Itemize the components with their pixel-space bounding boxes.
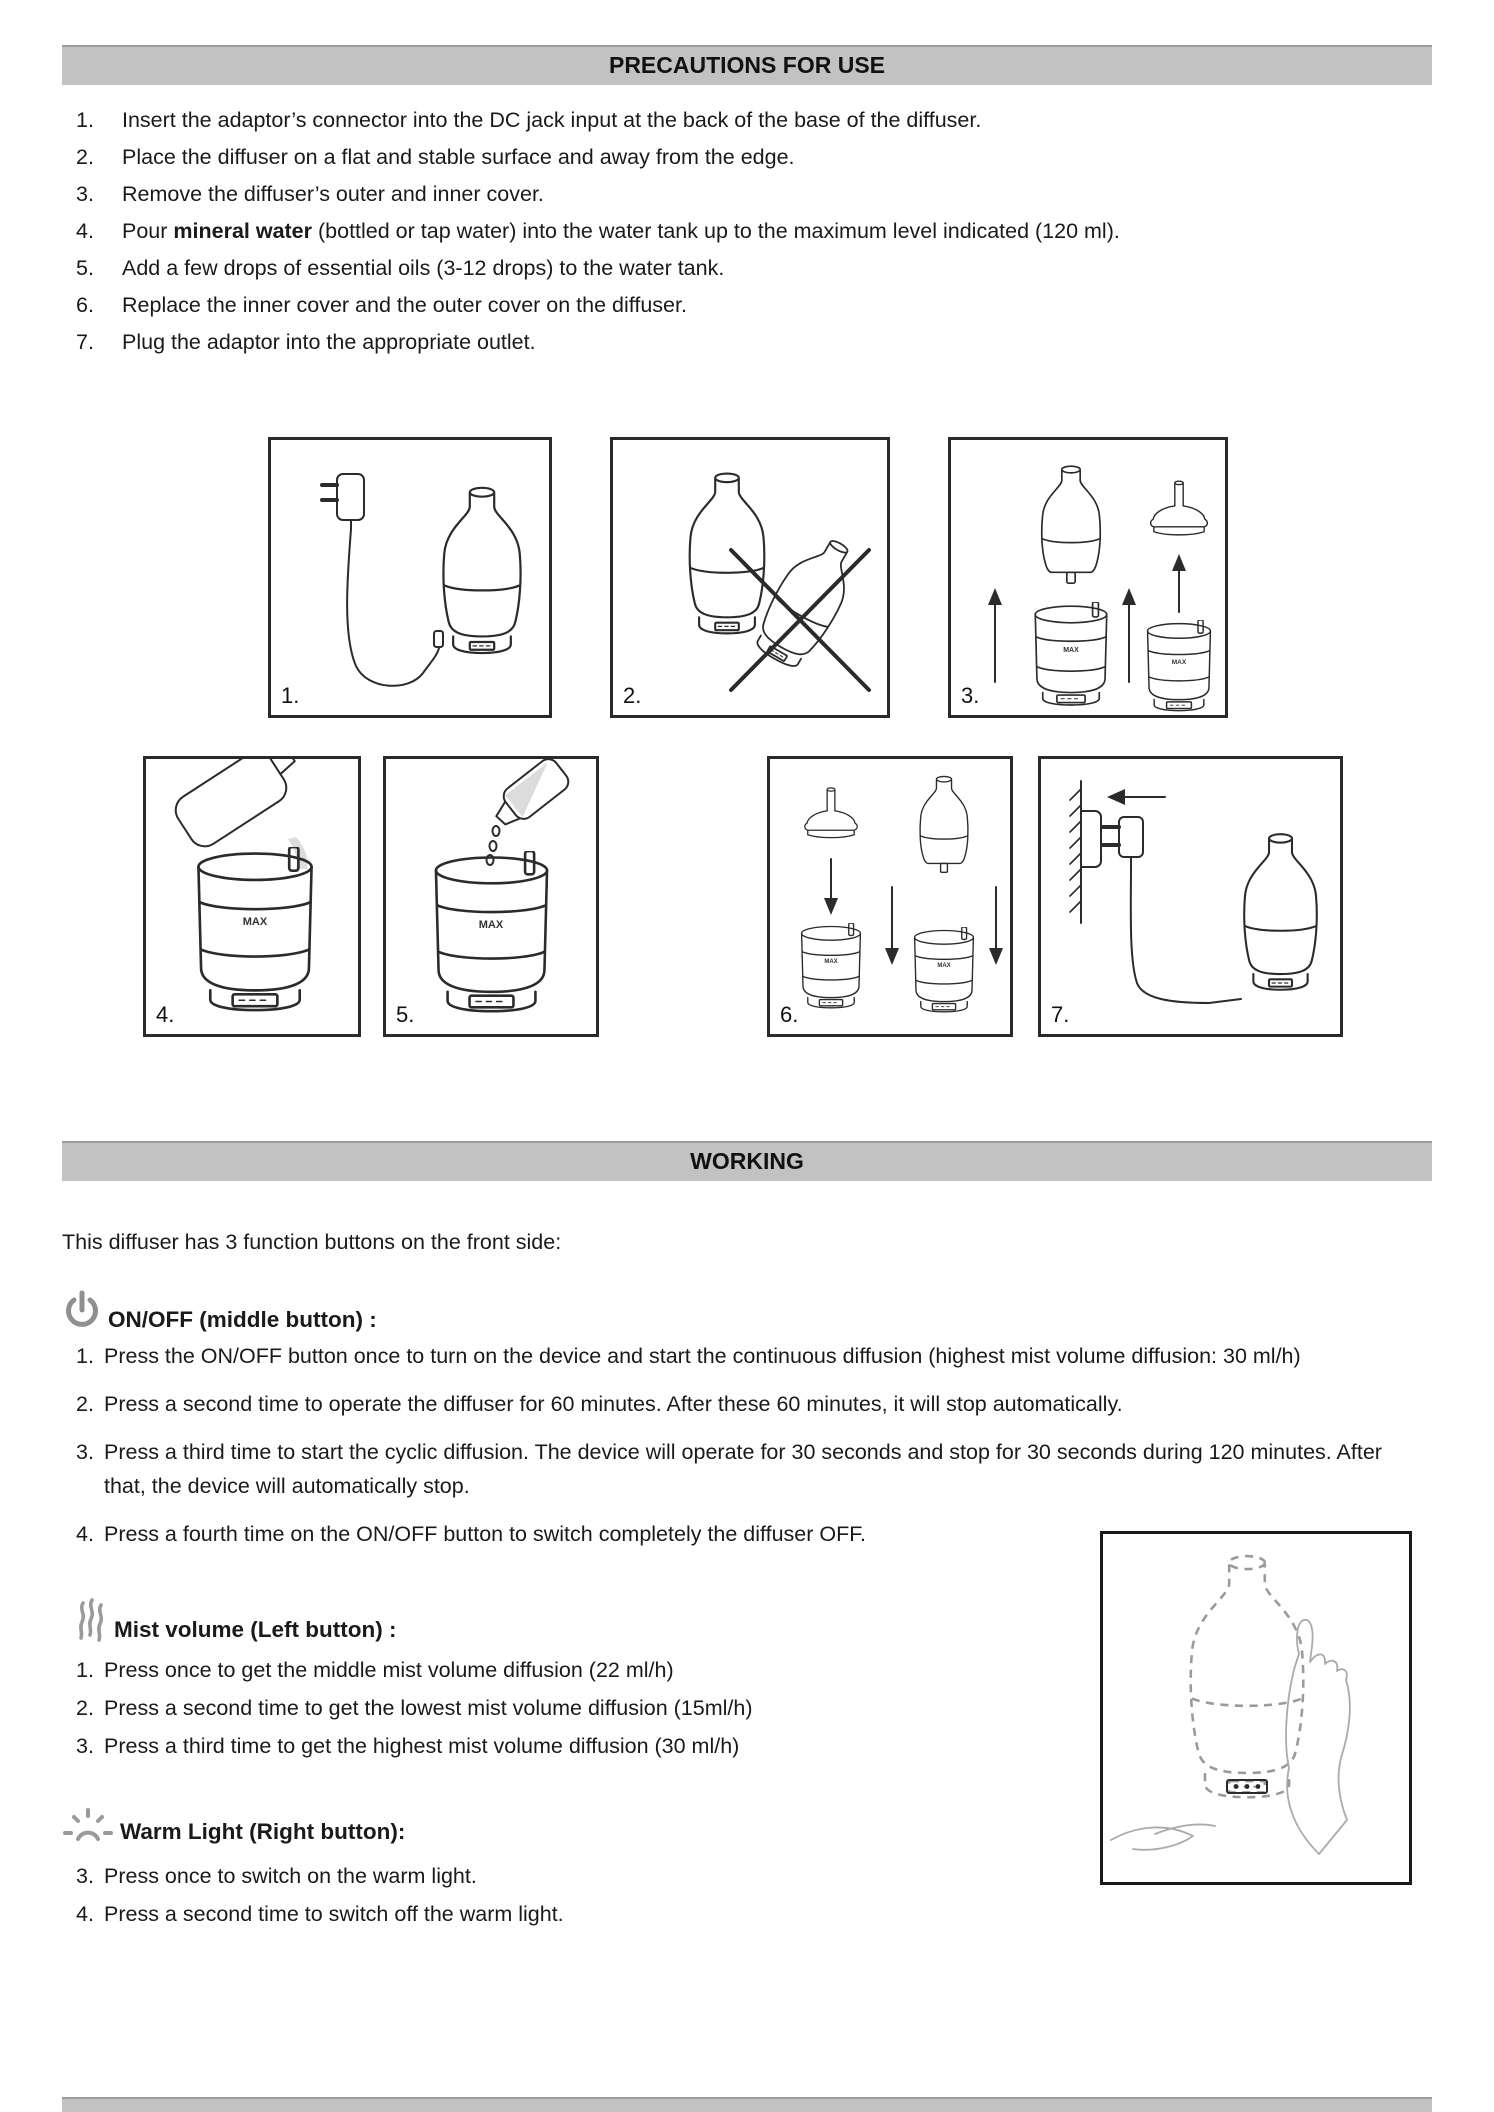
precautions-section-header bbox=[62, 45, 1432, 85]
list-item bbox=[62, 324, 1432, 361]
figure-row-1 bbox=[62, 437, 1432, 718]
list-number: 3. bbox=[76, 1864, 94, 1888]
working-section-header bbox=[62, 1141, 1432, 1181]
list-item bbox=[62, 1435, 1432, 1503]
onoff-list bbox=[62, 1339, 1432, 1551]
figure-panel-1 bbox=[268, 437, 552, 718]
list-text: Press a fourth time on the ON/OFF button to switch completely the diffuser OFF. bbox=[104, 1522, 866, 1546]
list-text: Place the diffuser on a flat and stable surface and away from the edge. bbox=[122, 145, 795, 169]
list-number: 4. bbox=[76, 1902, 94, 1926]
list-number: 6. bbox=[76, 293, 94, 317]
list-number: 3. bbox=[76, 1734, 94, 1758]
precautions-list bbox=[62, 102, 1432, 361]
list-text: Press a second time to get the lowest mist volume diffusion (15ml/h) bbox=[104, 1696, 753, 1720]
max-level-label: MAX bbox=[1171, 659, 1187, 666]
power-icon bbox=[62, 1289, 102, 1333]
button-press-illustration-panel bbox=[1100, 1531, 1412, 1885]
text-segment-bold: mineral water bbox=[173, 219, 313, 243]
list-number: 2. bbox=[76, 1696, 94, 1720]
figure-panel-3 bbox=[948, 437, 1228, 718]
list-text: Press once to switch on the warm light. bbox=[104, 1864, 477, 1888]
list-item bbox=[62, 287, 1432, 324]
max-level-label: MAX bbox=[242, 916, 268, 928]
mist-heading-label: Mist volume (Left button) : bbox=[114, 1617, 397, 1642]
replace-covers-illustration bbox=[770, 759, 1010, 1034]
max-level-label: MAX bbox=[937, 963, 951, 969]
add-oil-illustration bbox=[386, 759, 596, 1034]
pour-water-illustration bbox=[146, 759, 358, 1034]
figure-row-2 bbox=[62, 756, 1432, 1037]
onoff-heading bbox=[62, 1289, 1432, 1333]
figure-label: 1. bbox=[281, 683, 300, 708]
warm-light-heading-label: Warm Light (Right button): bbox=[120, 1819, 406, 1844]
figure-label: 7. bbox=[1051, 1002, 1070, 1027]
list-number: 7. bbox=[76, 330, 94, 354]
mist-icon bbox=[74, 1597, 108, 1643]
list-text: Press the ON/OFF button once to turn on the device and start the continuous diffusion (highest mist volume diffusion: 30 ml/h) bbox=[104, 1344, 1301, 1368]
list-number: 2. bbox=[76, 1392, 94, 1416]
list-item bbox=[62, 1897, 1432, 1931]
list-text: Remove the diffuser’s outer and inner cover. bbox=[122, 182, 544, 206]
list-number: 4. bbox=[76, 1522, 94, 1546]
list-number: 2. bbox=[76, 145, 94, 169]
adaptor-and-diffuser-illustration bbox=[271, 440, 549, 715]
list-item bbox=[62, 250, 1432, 287]
figure-panel-4 bbox=[143, 756, 361, 1037]
list-item bbox=[62, 176, 1432, 213]
figure-panel-6 bbox=[767, 756, 1013, 1037]
list-text bbox=[122, 213, 1432, 250]
list-item bbox=[62, 213, 1432, 250]
list-text: Press a third time to get the highest mist volume diffusion (30 ml/h) bbox=[104, 1734, 740, 1758]
working-title: WORKING bbox=[690, 1148, 804, 1174]
flat-surface-warning-illustration bbox=[613, 440, 887, 715]
working-intro: This diffuser has 3 function buttons on the front side: bbox=[62, 1230, 562, 1254]
precautions-title: PRECAUTIONS FOR USE bbox=[608, 52, 886, 78]
figure-label: 5. bbox=[396, 1002, 415, 1027]
next-section-header-partial bbox=[62, 2097, 1432, 2112]
list-text: Replace the inner cover and the outer cover on the diffuser. bbox=[122, 293, 687, 317]
list-number: 1. bbox=[76, 108, 94, 132]
list-number: 3. bbox=[76, 1440, 94, 1464]
text-segment: (bottled or tap water) into the water tank up to the maximum level indicated (120 ml). bbox=[312, 219, 1120, 243]
list-item bbox=[62, 1387, 1432, 1421]
list-text: Insert the adaptor’s connector into the DC jack input at the back of the base of the diffuser. bbox=[122, 108, 982, 132]
list-text: Press a third time to start the cyclic diffusion. The device will operate for 30 seconds and stop for 30 seconds during 120 minutes. After that, the device will automatically stop. bbox=[104, 1440, 1382, 1498]
warm-light-icon bbox=[62, 1805, 114, 1845]
figure-label: 3. bbox=[961, 683, 980, 708]
list-number: 4. bbox=[76, 219, 94, 243]
list-item bbox=[62, 139, 1432, 176]
figure-label: 4. bbox=[156, 1002, 175, 1027]
list-text: Press a second time to operate the diffuser for 60 minutes. After these 60 minutes, it will stop automatically. bbox=[104, 1392, 1123, 1416]
list-text: Press once to get the middle mist volume diffusion (22 ml/h) bbox=[104, 1658, 674, 1682]
list-number: 5. bbox=[76, 256, 94, 280]
remove-covers-illustration bbox=[951, 440, 1225, 715]
list-text: Press a second time to switch off the warm light. bbox=[104, 1902, 564, 1926]
figure-panel-2 bbox=[610, 437, 890, 718]
list-number: 3. bbox=[76, 182, 94, 206]
max-level-label: MAX bbox=[478, 919, 504, 931]
text-segment: Pour bbox=[122, 219, 174, 243]
list-number: 1. bbox=[76, 1658, 94, 1682]
list-item bbox=[62, 1339, 1432, 1373]
figure-panel-5 bbox=[383, 756, 599, 1037]
plug-in-illustration bbox=[1041, 759, 1340, 1034]
hand-pressing-buttons-illustration bbox=[1103, 1534, 1409, 1882]
max-level-label: MAX bbox=[824, 959, 838, 965]
list-text: Plug the adaptor into the appropriate outlet. bbox=[122, 330, 536, 354]
figure-panel-7 bbox=[1038, 756, 1343, 1037]
figure-label: 6. bbox=[780, 1002, 799, 1027]
list-number: 1. bbox=[76, 1344, 94, 1368]
onoff-heading-label: ON/OFF (middle button) : bbox=[108, 1307, 377, 1332]
max-level-label: MAX bbox=[1063, 647, 1079, 654]
list-item bbox=[62, 102, 1432, 139]
figure-label: 2. bbox=[623, 683, 642, 708]
list-text: Add a few drops of essential oils (3-12 drops) to the water tank. bbox=[122, 256, 725, 280]
